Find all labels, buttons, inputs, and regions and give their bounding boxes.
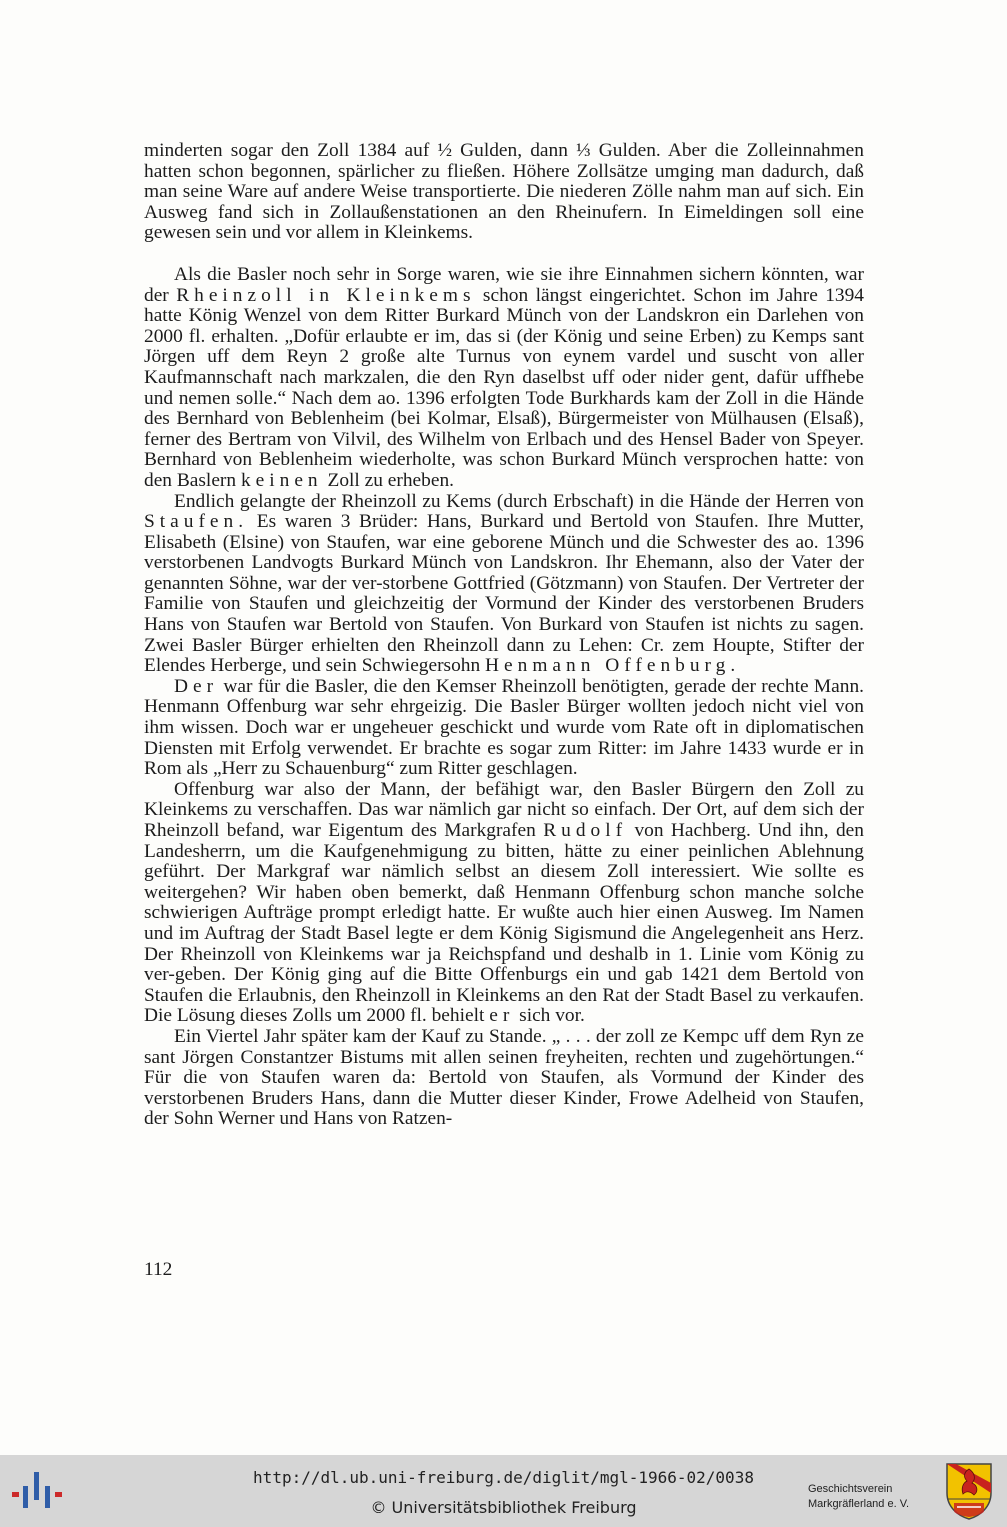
society-name <box>808 1482 940 1512</box>
paragraph-3 <box>144 492 864 677</box>
emphasis-er: er <box>489 1005 515 1027</box>
emphasis-rheinzoll-kleinkems: Rheinzoll in Kleinkems <box>176 284 476 306</box>
page-number: 112 <box>144 1259 173 1280</box>
paragraph-6: Ein Viertel Jahr später kam der Kauf zu Stande. „ . . . der zoll ze Kempc uff dem Ryn ze sant Jörgen Constantzer Bistums mit allen seinen freyheiten, rechten und zugehörtungen.“ Für die von Staufen waren da: Bertold von Staufen, als Vormund der Kinder des verstorbenen Bruders Hans, dann die Mutter dieser Kinder, Frowe Adelheid von Staufen, der Sohn Werner und Hans von Ratzen- <box>144 1025 864 1130</box>
paragraph-2-text-c: Zoll zu erheben. <box>322 469 454 491</box>
permalink-url[interactable]: http://dl.ub.uni-freiburg.de/diglit/mgl-1966-02/0038 <box>253 1468 754 1487</box>
body-text <box>144 141 864 1130</box>
paragraph-1: minderten sogar den Zoll 1384 auf ½ Gulden, dann ⅓ Gulden. Aber die Zolleinnahmen hatten schon begonnen, spärlicher zu fließen. Höhere Zollsätze umging man dadurch, daß man seine Ware auf andere Weise transportierte. Die niederen Zölle nahm man auf sich. Ein Ausweg fand sich in Zollaußenstationen an den Rheinufern. In Eimeldingen soll eine gewesen sein und vor allem in Kleinkems. <box>144 140 864 244</box>
emphasis-rudolf: Rudolf <box>543 820 628 841</box>
paragraph-5 <box>144 780 864 1027</box>
paragraph-2 <box>144 265 864 492</box>
emphasis-staufen: Staufen. <box>144 511 249 533</box>
paragraph-3-text-b: Es waren 3 Brüder: Hans, Burkard und Bertold von Staufen. Ihre Mutter, Elisabeth (Elsine) von Staufen, war eine geborene Münch und die Schwester des ao. 1396 verstorbenen Landvogts Burkard Münch von Landskron. Ihr Ehemann, also der Vater der genannten Söhne, war der ver-storbene Gottfried (Götzmann) von Staufen. Der Vertreter der Familie von Staufen und gleichzeitig der Vormund der Kinder des verstorbenen Bruders Hans von Staufen war Bertold von Staufen. Von Burkard von Staufen ist nichts zu sagen. Zwei Basler Bürger erhielten den Rheinzoll dann zu Lehen: Cr. zem Houpte, Stifter der Elendes Herberge, und sein Schwiegersohn <box>144 511 864 677</box>
emphasis-henmann-offenburg: Henmann Offenburg. <box>485 655 741 677</box>
paragraph-4-text: war für die Basler, die den Kemser Rheinzoll benötigten, gerade der rechte Mann. Henmann Offenburg war sehr ehrgeizig. Die Basler Bürger wollten jedoch nicht viel von ihm wissen. Doch war er ungeheuer geschickt und wurde vom Rate oft in diplomatischen Diensten mit Erfolg verwendet. Er brachte es sogar zum Ritter: im Jahre 1433 wurde er in Rom als „Herr zu Schauenburg“ zum Ritter geschlagen. <box>144 675 864 780</box>
paragraph-2-text-b: schon längst eingerichtet. Schon im Jahre 1394 hatte König Wenzel von dem Ritter Burkard Münch von der Landskron ein Darlehen von 2000 fl. erhalten. „Dofür erlaubte er im, das si (der König und seine Erben) zu Kemps sant Jörgen uff dem Reyn 2 große alte Turnus von eynem vardel und suscht von aller Kaufmannschaft nach markzalen, die den Ryn daselbst uff oder nider gent, dafür uffhebe und nemen solle.“ Nach dem ao. 1396 erfolgten Tode Burkhards kam der Zoll in die Hände des Bernhard von Beblenheim (bei Kolmar, Elsaß), Bürgermeister von Mülhausen (Elsaß), ferner des Bertram von Vilvil, des Wilhelm von Erlbach und des Hensel Bader von Speyer. Bernhard von Beblenheim wiederholte, was schon Burkard Münch versprochen hatte: von den Baslern <box>144 284 865 491</box>
footer-bar <box>0 1455 1007 1527</box>
society-name-line-2: Markgräflerland e. V. <box>808 1498 910 1510</box>
emphasis-der: Der <box>174 675 219 697</box>
paragraph-5-text-b: von Hachberg. Und ihn, den Landesherrn, um die Kaufgenehmigung zu bitten, hätte zu einer peinlichen Ablehnung geführt. Der Markgraf war nämlich selbst an diesem Zoll interessiert. Wie sollte es weitergehen? Wir haben oben bemerkt, daß Henmann Offenburg schon manche solche schwierigen Aufträge prompt erledigt hatte. Er wußte auch hier einen Ausweg. Im Namen und im Auftrag der Stadt Basel legte er dem König Sigismund die Angelegenheit ans Herz. Der Rheinzoll von Kleinkems war ja Reichspfand und deshalb in 1. Linie vom König zu ver-geben. Der König ging auf die Bitte Offenburgs ein und gab 1421 dem Bertold von Staufen die Erlaubnis, den Rheinzoll in Kleinkems an den Rat der Stadt Basel zu verkaufen. Die Lösung dieses Zolls um 2000 fl. behielt <box>144 820 864 1027</box>
paragraph-2-text-a: Als die Basler noch sehr in Sorge waren, wie sie ihre Einnahmen sichern könnten, war der <box>144 263 864 306</box>
paragraph-5-text-a: Offenburg war also der Mann, der befähigt war, den Basler Bürgern den Zoll zu Kleinkems zu verschaffen. Das war nämlich gar nicht so einfach. Der Ort, auf dem sich der Rheinzoll befand, war Eigentum des Markgrafen <box>144 778 864 841</box>
copyright-notice: © Universitätsbibliothek Freiburg <box>370 1498 637 1517</box>
paragraph-5-text-c: sich vor. <box>514 1005 585 1027</box>
emphasis-keinen: keinen <box>240 469 323 491</box>
paragraph-4 <box>144 677 864 780</box>
paragraph-3-text-a: Endlich gelangte der Rheinzoll zu Kems (durch Erbschaft) in die Hände der Herren von <box>174 490 864 512</box>
society-name-line-1: Geschichtsverein <box>808 1483 893 1495</box>
coat-of-arms-icon <box>944 1461 994 1521</box>
